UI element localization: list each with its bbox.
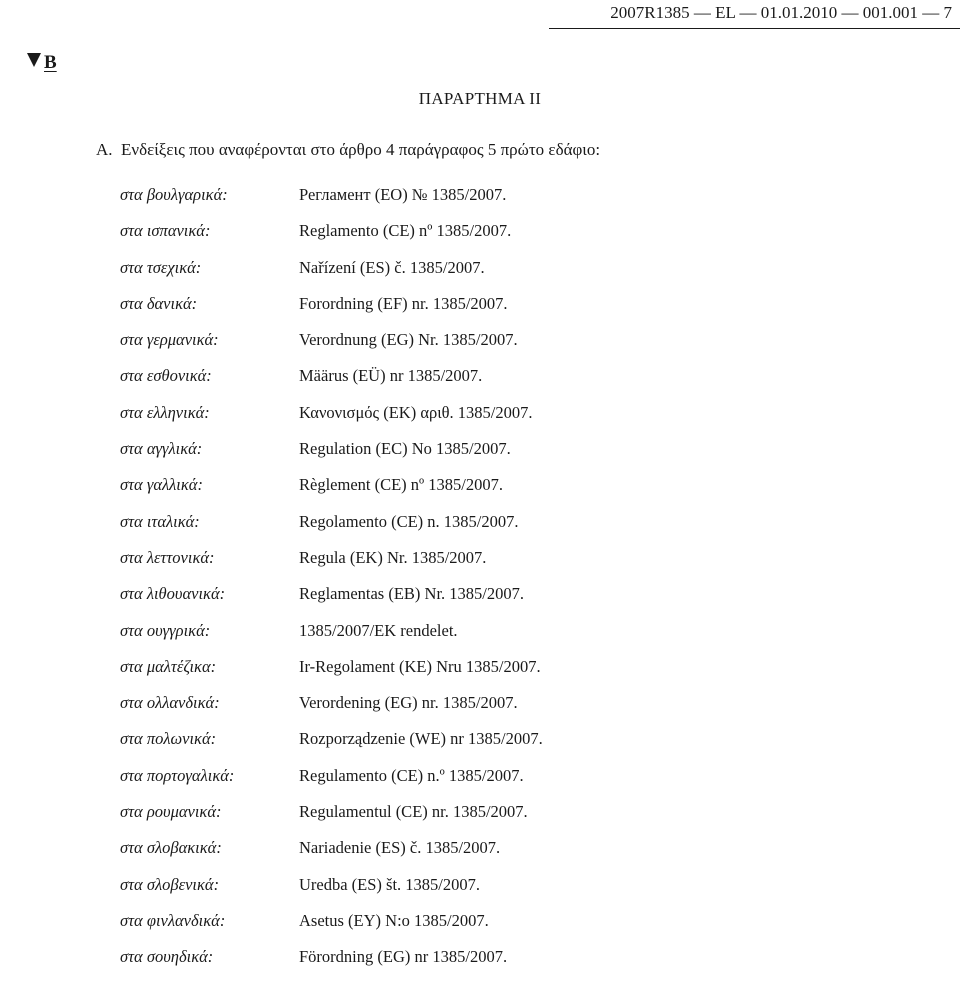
regulation-reference: Rozporządzenie (WE) nr 1385/2007.: [299, 729, 543, 749]
language-label: στα πολωνικά:: [120, 729, 217, 749]
list-item: [120, 910, 543, 946]
language-label: στα πορτογαλικά:: [120, 765, 235, 785]
regulation-reference: Förordning (EG) nr 1385/2007.: [299, 947, 508, 967]
language-label: στα φινλανδικά:: [120, 910, 226, 930]
regulation-reference: Ir-Regolament (KE) Nru 1385/2007.: [299, 656, 541, 676]
document-header: [610, 2, 952, 24]
amendment-marker: [27, 52, 57, 74]
header-rule: [549, 28, 960, 29]
regulation-reference: Verordnung (EG) Nr. 1385/2007.: [299, 330, 518, 350]
list-item: [120, 765, 543, 801]
language-label: στα λεττονικά:: [120, 547, 215, 567]
language-label: στα λιθουανικά:: [120, 584, 226, 604]
regulation-reference: Regolamento (CE) n. 1385/2007.: [299, 511, 519, 531]
language-label: στα δανικά:: [120, 293, 198, 313]
regulation-reference: Регламент (ЕО) № 1385/2007.: [299, 185, 507, 204]
list-item: [120, 547, 543, 583]
list-item: [120, 837, 543, 873]
regulation-reference: Uredba (ES) št. 1385/2007.: [299, 874, 481, 894]
language-label: στα γαλλικά:: [120, 475, 203, 495]
regulation-reference: Nařízení (ES) č. 1385/2007.: [299, 257, 485, 277]
language-label: στα ιταλικά:: [120, 511, 200, 531]
list-item: [120, 692, 543, 728]
language-label: στα ρουμανικά:: [120, 802, 222, 822]
section-heading: [96, 139, 600, 161]
regulation-reference: Regulamentul (CE) nr. 1385/2007.: [299, 802, 528, 822]
triangle-down-icon: [27, 53, 41, 67]
section-letter: A.: [96, 140, 113, 159]
regulation-reference: Regula (EK) Nr. 1385/2007.: [299, 547, 487, 567]
language-label: στα σουηδικά:: [120, 947, 214, 967]
language-label: στα μαλτέζικα:: [120, 656, 217, 676]
list-item: [120, 293, 543, 329]
list-item: [120, 728, 543, 764]
language-label: στα ελληνικά:: [120, 402, 210, 422]
regulation-reference: Verordening (EG) nr. 1385/2007.: [299, 693, 518, 713]
section-text: Ενδείξεις που αναφέρονται στο άρθρο 4 παράγραφος 5 πρώτο εδάφιο:: [121, 140, 601, 159]
list-item: [120, 874, 543, 910]
regulation-reference: Forordning (EF) nr. 1385/2007.: [299, 293, 508, 313]
language-label: στα ισπανικά:: [120, 221, 211, 241]
language-label: στα εσθονικά:: [120, 366, 212, 386]
list-item: [120, 220, 543, 256]
language-label: στα γερμανικά:: [120, 330, 219, 350]
annex-title: ΠΑΡΑΡΤΗΜΑ II: [418, 89, 542, 108]
list-item: [120, 402, 543, 438]
list-item: [120, 329, 543, 365]
regulation-reference: Κανονισμός (ΕΚ) αριθ. 1385/2007.: [299, 402, 533, 422]
regulation-reference: Asetus (EY) N:o 1385/2007.: [299, 910, 489, 930]
language-label: στα αγγλικά:: [120, 439, 203, 459]
list-item: [120, 583, 543, 619]
regulation-reference: Règlement (CE) nº 1385/2007.: [299, 475, 504, 495]
language-label: στα σλοβενικά:: [120, 874, 220, 894]
language-label: στα ολλανδικά:: [120, 693, 220, 713]
regulation-reference: Nariadenie (ES) č. 1385/2007.: [299, 838, 501, 858]
list-item: [120, 438, 543, 474]
list-item: [120, 257, 543, 293]
language-label: στα σλοβακικά:: [120, 838, 222, 858]
list-item: [120, 620, 543, 656]
language-label: στα ουγγρικά:: [120, 620, 211, 640]
language-entries-list: [120, 184, 543, 983]
list-item: [120, 656, 543, 692]
list-item: [120, 801, 543, 837]
list-item: [120, 184, 543, 220]
regulation-reference: Reglamentas (EB) Nr. 1385/2007.: [299, 584, 525, 604]
document-reference-text: 2007R1385 — EL — 01.01.2010 — 001.001 — 7: [610, 3, 952, 22]
regulation-reference: Määrus (EÜ) nr 1385/2007.: [299, 366, 483, 386]
amendment-marker-letter: B: [44, 52, 57, 73]
regulation-reference: Regulation (EC) No 1385/2007.: [299, 439, 511, 459]
regulation-reference: 1385/2007/EK rendelet.: [299, 620, 458, 640]
list-item: [120, 946, 543, 982]
list-item: [120, 511, 543, 547]
language-label: στα τσεχικά:: [120, 257, 202, 277]
regulation-reference: Regulamento (CE) n.º 1385/2007.: [299, 765, 524, 785]
language-label: στα βουλγαρικά:: [120, 185, 228, 204]
list-item: [120, 474, 543, 510]
regulation-reference: Reglamento (CE) nº 1385/2007.: [299, 221, 512, 241]
list-item: [120, 365, 543, 401]
